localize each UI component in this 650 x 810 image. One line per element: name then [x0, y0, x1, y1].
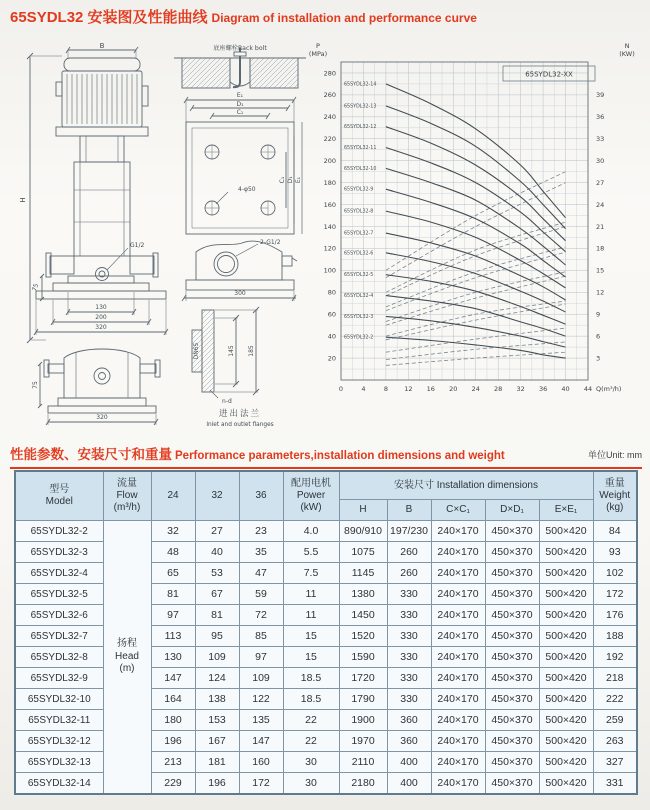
anchor-bolt-label: 底座螺栓Rack bolt: [213, 45, 267, 52]
y-left-tick-label: 160: [323, 200, 336, 209]
cell-H: 890/910: [339, 521, 387, 542]
cell-power: 22: [283, 731, 339, 752]
dim-200: 200: [95, 314, 107, 321]
curve-label: 65SYDL32-13: [344, 104, 377, 110]
cell-head-36: 172: [239, 773, 283, 795]
unit-note: 单位Unit: mm: [587, 450, 642, 460]
cell-H: 1520: [339, 626, 387, 647]
y-right-tick-label: 39: [596, 91, 605, 100]
y-left-tick-label: 120: [323, 244, 336, 253]
col-header-CxC1: C×C₁: [431, 500, 485, 521]
cell-head-32: 81: [195, 605, 239, 626]
cell-weight: 218: [593, 668, 637, 689]
col-header-B: B: [387, 500, 431, 521]
x-tick-label: 20: [449, 385, 458, 393]
cell-B: 400: [387, 773, 431, 795]
col-header-flow-en: Flow: [116, 490, 138, 502]
anchor-bolt-detail: [174, 48, 306, 88]
cell-ExE1: 500×420: [539, 563, 593, 584]
curve-label: 65SYDL32-14: [344, 82, 377, 88]
y-left-tick-label: 280: [323, 69, 336, 78]
curve-label: 65SYDL32-6: [344, 251, 374, 257]
cell-head-32: 95: [195, 626, 239, 647]
cell-head-24: 196: [151, 731, 195, 752]
x-tick-label: 36: [538, 385, 548, 393]
y-right-tick-label: 36: [596, 113, 605, 122]
cell-model: 65SYDL32-5: [15, 584, 103, 605]
cell-B: 330: [387, 647, 431, 668]
section-title: [10, 443, 642, 469]
cell-CxC1: 240×170: [431, 605, 485, 626]
cell-power: 5.5: [283, 542, 339, 563]
cell-B: 360: [387, 710, 431, 731]
cell-head-32: 196: [195, 773, 239, 795]
col-header-power: [283, 471, 339, 521]
y-right-axis-title: (KW): [619, 50, 635, 58]
cell-head-32: 40: [195, 542, 239, 563]
cell-head-24: 180: [151, 710, 195, 731]
x-tick-label: 32: [516, 385, 525, 393]
x-axis-unit-label: Q(m³/h): [596, 385, 622, 393]
cell-ExE1: 500×420: [539, 521, 593, 542]
cell-B: 330: [387, 668, 431, 689]
cell-head-32: 109: [195, 647, 239, 668]
mounting-plate-detail: [184, 97, 302, 234]
cell-H: 1720: [339, 668, 387, 689]
cell-H: 1450: [339, 605, 387, 626]
cell-head-32: 27: [195, 521, 239, 542]
cell-head-36: 135: [239, 710, 283, 731]
cell-B: 330: [387, 626, 431, 647]
cell-H: 2180: [339, 773, 387, 795]
cell-power: 4.0: [283, 521, 339, 542]
cell-ExE1: 500×420: [539, 731, 593, 752]
cell-ExE1: 500×420: [539, 710, 593, 731]
cell-head-36: 35: [239, 542, 283, 563]
cell-head-36: 59: [239, 584, 283, 605]
port-g12-label: G1/2: [130, 242, 145, 249]
curve-label: 65SYDL32-5: [344, 273, 374, 279]
col-header-model: [15, 471, 103, 521]
cell-B: 260: [387, 542, 431, 563]
cell-ExE1: 500×420: [539, 773, 593, 795]
cell-CxC1: 240×170: [431, 521, 485, 542]
cell-weight: 172: [593, 584, 637, 605]
cell-B: 330: [387, 605, 431, 626]
y-right-tick-label: 3: [596, 354, 601, 363]
head-port-label: 2-G1/2: [260, 239, 281, 246]
cell-DxD1: 450×370: [485, 710, 539, 731]
y-left-tick-label: 200: [323, 156, 336, 165]
col-header-weight-cn: 重量: [604, 478, 625, 490]
y-right-tick-label: 21: [596, 222, 605, 231]
cell-weight: 84: [593, 521, 637, 542]
cell-head-36: 109: [239, 668, 283, 689]
cell-CxC1: 240×170: [431, 731, 485, 752]
curve-label: 65SYDL32-7: [344, 231, 374, 237]
y-left-tick-label: 40: [327, 332, 336, 341]
cell-DxD1: 450×370: [485, 605, 539, 626]
cell-power: 7.5: [283, 563, 339, 584]
gauge-port: [96, 268, 109, 281]
curve-label: 65SYDL32-11: [344, 146, 377, 152]
y-right-tick-label: 12: [596, 288, 605, 297]
dim-b-label: B: [99, 42, 105, 50]
cell-head-36: 85: [239, 626, 283, 647]
x-tick-label: 12: [404, 385, 413, 393]
cell-model: 65SYDL32-4: [15, 563, 103, 584]
curve-label: 65SYDL32-2: [344, 335, 374, 341]
cell-power: 11: [283, 584, 339, 605]
y-right-tick-label: 15: [596, 266, 605, 275]
cell-CxC1: 240×170: [431, 752, 485, 773]
cell-head-24: 97: [151, 605, 195, 626]
cell-head-24: 48: [151, 542, 195, 563]
cell-DxD1: 450×370: [485, 752, 539, 773]
curve-label: 65SYDL32-12: [344, 125, 377, 131]
y-left-tick-label: 140: [323, 222, 336, 231]
plate-right-dim-d1: D₁: [287, 176, 294, 184]
y-left-axis-title: (MPa): [308, 50, 328, 58]
cell-weight: 188: [593, 626, 637, 647]
y-right-axis-title: N: [624, 42, 630, 50]
plate-dim-d1: D₁: [236, 101, 244, 108]
cell-DxD1: 450×370: [485, 731, 539, 752]
flange-dim-145: 145: [228, 345, 235, 357]
ground-hatch-left: [182, 58, 230, 88]
dim-75-support: 75: [32, 381, 39, 389]
cell-ExE1: 500×420: [539, 584, 593, 605]
cell-head-32: 153: [195, 710, 239, 731]
cell-H: 1075: [339, 542, 387, 563]
cell-B: 400: [387, 752, 431, 773]
cell-CxC1: 240×170: [431, 542, 485, 563]
dim-320: 320: [95, 324, 107, 331]
curve-label: 65SYDL32-4: [344, 294, 374, 300]
pump-front-view: [27, 47, 168, 343]
y-right-tick-label: 24: [596, 200, 605, 209]
cell-CxC1: 240×170: [431, 668, 485, 689]
table-row: [15, 521, 637, 542]
col-header-power-en: Power: [296, 490, 326, 502]
cell-head-24: 229: [151, 773, 195, 795]
section-title-cn: 性能参数、安装尺寸和重量: [10, 447, 172, 462]
x-tick-label: 16: [426, 385, 435, 393]
col-header-power-cn: 配用电机: [291, 478, 331, 490]
page-title: [10, 6, 477, 27]
x-tick-label: 24: [471, 385, 480, 393]
x-tick-label: 4: [361, 385, 366, 393]
plate-hole-label: 4-φ50: [238, 186, 256, 193]
cell-model: 65SYDL32-9: [15, 668, 103, 689]
cell-power: 30: [283, 752, 339, 773]
x-tick-label: 0: [338, 385, 344, 393]
cell-weight: 327: [593, 752, 637, 773]
cell-head-24: 113: [151, 626, 195, 647]
cell-head-24: 130: [151, 647, 195, 668]
cell-model: 65SYDL32-3: [15, 542, 103, 563]
cell-power: 11: [283, 605, 339, 626]
col-header-flow-cn: 流量: [117, 478, 137, 490]
cell-head-32: 67: [195, 584, 239, 605]
col-header-power-unit: (kW): [300, 501, 322, 513]
cell-ExE1: 500×420: [539, 626, 593, 647]
plate-right-dim-e1: E₁: [295, 176, 302, 184]
x-tick-label: 44: [583, 385, 593, 393]
flange-holes-label: n-d: [222, 398, 232, 405]
cell-H: 1380: [339, 584, 387, 605]
dim-h-label: H: [19, 197, 27, 203]
flange-dim-185: 185: [248, 345, 255, 357]
cell-DxD1: 450×370: [485, 626, 539, 647]
cell-head-36: 72: [239, 605, 283, 626]
col-header-flow-36: 36: [239, 471, 283, 521]
cell-power: 22: [283, 710, 339, 731]
cell-CxC1: 240×170: [431, 773, 485, 795]
cell-DxD1: 450×370: [485, 542, 539, 563]
curve-label: 65SYDL32-9: [344, 187, 374, 193]
motor-fins: [67, 74, 137, 124]
cell-weight: 331: [593, 773, 637, 795]
head-cell-unit: (m): [119, 663, 135, 675]
col-header-ExE1: E×E₁: [539, 500, 593, 521]
cell-H: 1590: [339, 647, 387, 668]
head-cell-cn: 扬程: [117, 638, 137, 650]
cell-head-32: 181: [195, 752, 239, 773]
cell-weight: 192: [593, 647, 637, 668]
cell-head-24: 81: [151, 584, 195, 605]
cell-CxC1: 240×170: [431, 647, 485, 668]
cell-head-32: 138: [195, 689, 239, 710]
plate-right-dim-c1: C₁: [279, 176, 286, 184]
cell-B: 330: [387, 584, 431, 605]
cell-model: 65SYDL32-11: [15, 710, 103, 731]
col-header-model-cn: 型号: [49, 484, 70, 496]
cell-CxC1: 240×170: [431, 563, 485, 584]
y-left-tick-label: 220: [323, 135, 336, 144]
cell-DxD1: 450×370: [485, 689, 539, 710]
cell-power: 18.5: [283, 668, 339, 689]
y-left-tick-label: 260: [323, 91, 336, 100]
cell-head-36: 160: [239, 752, 283, 773]
motor-cap: [64, 58, 140, 71]
cell-head-24: 65: [151, 563, 195, 584]
cell-head-36: 23: [239, 521, 283, 542]
cell-ExE1: 500×420: [539, 668, 593, 689]
cell-head-36: 122: [239, 689, 283, 710]
y-right-tick-label: 33: [596, 135, 605, 144]
flange-caption-en: Inlet and outlet flanges: [206, 422, 274, 428]
cell-CxC1: 240×170: [431, 584, 485, 605]
cell-power: 30: [283, 773, 339, 795]
cell-head-24: 213: [151, 752, 195, 773]
cell-head-32: 124: [195, 668, 239, 689]
col-header-flow-24: 24: [151, 471, 195, 521]
pump-installation-drawing: [6, 40, 174, 436]
cell-head-24: 164: [151, 689, 195, 710]
x-tick-label: 28: [494, 385, 503, 393]
col-header-model-en: Model: [45, 496, 73, 507]
cell-model: 65SYDL32-6: [15, 605, 103, 626]
flange-hatch-plate: [202, 310, 214, 392]
y-left-tick-label: 100: [323, 266, 336, 275]
y-right-tick-label: 6: [596, 332, 601, 341]
head-dim-300: 300: [234, 290, 246, 297]
section-title-en: Performance parameters,installation dimensions and weight: [175, 450, 505, 462]
cell-power: 18.5: [283, 689, 339, 710]
cell-model: 65SYDL32-8: [15, 647, 103, 668]
head-cell-en: Head: [115, 650, 139, 662]
ground-hatch-right: [250, 58, 298, 88]
col-header-weight-en: Weight: [599, 490, 631, 502]
cell-B: 197/230: [387, 521, 431, 542]
cell-H: 1900: [339, 710, 387, 731]
cell-head-32: 167: [195, 731, 239, 752]
cell-ExE1: 500×420: [539, 605, 593, 626]
cell-CxC1: 240×170: [431, 710, 485, 731]
col-header-weight-unit: (kg): [606, 501, 624, 513]
cell-DxD1: 450×370: [485, 647, 539, 668]
page-title-en: Diagram of installation and performance curve: [211, 11, 477, 25]
cell-head-24: 32: [151, 521, 195, 542]
cell-DxD1: 450×370: [485, 521, 539, 542]
y-left-tick-label: 240: [323, 113, 336, 122]
cell-model: 65SYDL32-10: [15, 689, 103, 710]
cell-head-24: 147: [151, 668, 195, 689]
y-left-tick-label: 60: [327, 310, 336, 319]
cell-power: 15: [283, 626, 339, 647]
cell-model: 65SYDL32-12: [15, 731, 103, 752]
curve-label: 65SYDL32-10: [344, 166, 377, 172]
cell-head-36: 97: [239, 647, 283, 668]
plate-dim-e1: E₁: [236, 92, 244, 99]
col-header-flow-32: 32: [195, 471, 239, 521]
x-tick-label: 8: [383, 385, 388, 393]
cell-ExE1: 500×420: [539, 647, 593, 668]
cell-B: 360: [387, 731, 431, 752]
y-right-tick-label: 18: [596, 244, 605, 253]
flange-caption-cn: 进出法兰: [218, 409, 262, 419]
parameters-table: [14, 470, 638, 795]
y-right-tick-label: 9: [596, 310, 601, 319]
col-header-H: H: [339, 500, 387, 521]
curve-label: 65SYDL32-8: [344, 209, 374, 215]
dim-130: 130: [95, 304, 107, 311]
cell-head-32: 53: [195, 563, 239, 584]
performance-curve-chart: [300, 40, 650, 430]
cell-head-36: 47: [239, 563, 283, 584]
cell-ExE1: 500×420: [539, 752, 593, 773]
cell-weight: 259: [593, 710, 637, 731]
cell-CxC1: 240×170: [431, 626, 485, 647]
flange-bore-label: DN65: [193, 342, 200, 360]
x-tick-label: 40: [561, 385, 570, 393]
head-merged-cell: [103, 521, 151, 795]
cell-model: 65SYDL32-14: [15, 773, 103, 795]
cell-weight: 102: [593, 563, 637, 584]
col-header-flow: [103, 471, 151, 521]
cell-weight: 93: [593, 542, 637, 563]
cell-DxD1: 450×370: [485, 563, 539, 584]
cell-ExE1: 500×420: [539, 542, 593, 563]
cell-H: 1145: [339, 563, 387, 584]
y-right-tick-label: 30: [596, 156, 605, 165]
cell-head-36: 147: [239, 731, 283, 752]
y-left-tick-label: 180: [323, 178, 336, 187]
series-box-label: 65SYDL32-XX: [525, 70, 573, 79]
pump-column: [74, 162, 130, 256]
cell-B: 260: [387, 563, 431, 584]
y-left-tick-label: 80: [327, 288, 336, 297]
cell-weight: 263: [593, 731, 637, 752]
cell-B: 330: [387, 689, 431, 710]
installation-details-drawing: [172, 40, 308, 432]
y-right-tick-label: 27: [596, 178, 605, 187]
cell-DxD1: 450×370: [485, 773, 539, 795]
cell-DxD1: 450×370: [485, 584, 539, 605]
y-left-tick-label: 20: [327, 354, 336, 363]
cell-H: 1970: [339, 731, 387, 752]
cell-model: 65SYDL32-7: [15, 626, 103, 647]
cell-ExE1: 500×420: [539, 689, 593, 710]
y-left-axis-title: P: [316, 42, 320, 50]
plate-dim-c1: C₁: [236, 109, 244, 116]
cell-weight: 176: [593, 605, 637, 626]
dim-320-support: 320: [96, 414, 108, 421]
cell-model: 65SYDL32-2: [15, 521, 103, 542]
cell-DxD1: 450×370: [485, 668, 539, 689]
cell-H: 1790: [339, 689, 387, 710]
col-header-install: 安装尺寸 Installation dimensions: [339, 471, 593, 500]
curve-label: 65SYDL32-3: [344, 314, 374, 320]
col-header-flow-unit: (m³/h): [113, 501, 141, 513]
cell-model: 65SYDL32-13: [15, 752, 103, 773]
col-header-weight: [593, 471, 637, 521]
col-header-DxD1: D×D₁: [485, 500, 539, 521]
dim-75-front: 75: [30, 282, 41, 293]
page-title-cn: 65SYDL32 安装图及性能曲线: [10, 9, 208, 26]
cell-power: 15: [283, 647, 339, 668]
cell-H: 2110: [339, 752, 387, 773]
cell-CxC1: 240×170: [431, 689, 485, 710]
cell-weight: 222: [593, 689, 637, 710]
